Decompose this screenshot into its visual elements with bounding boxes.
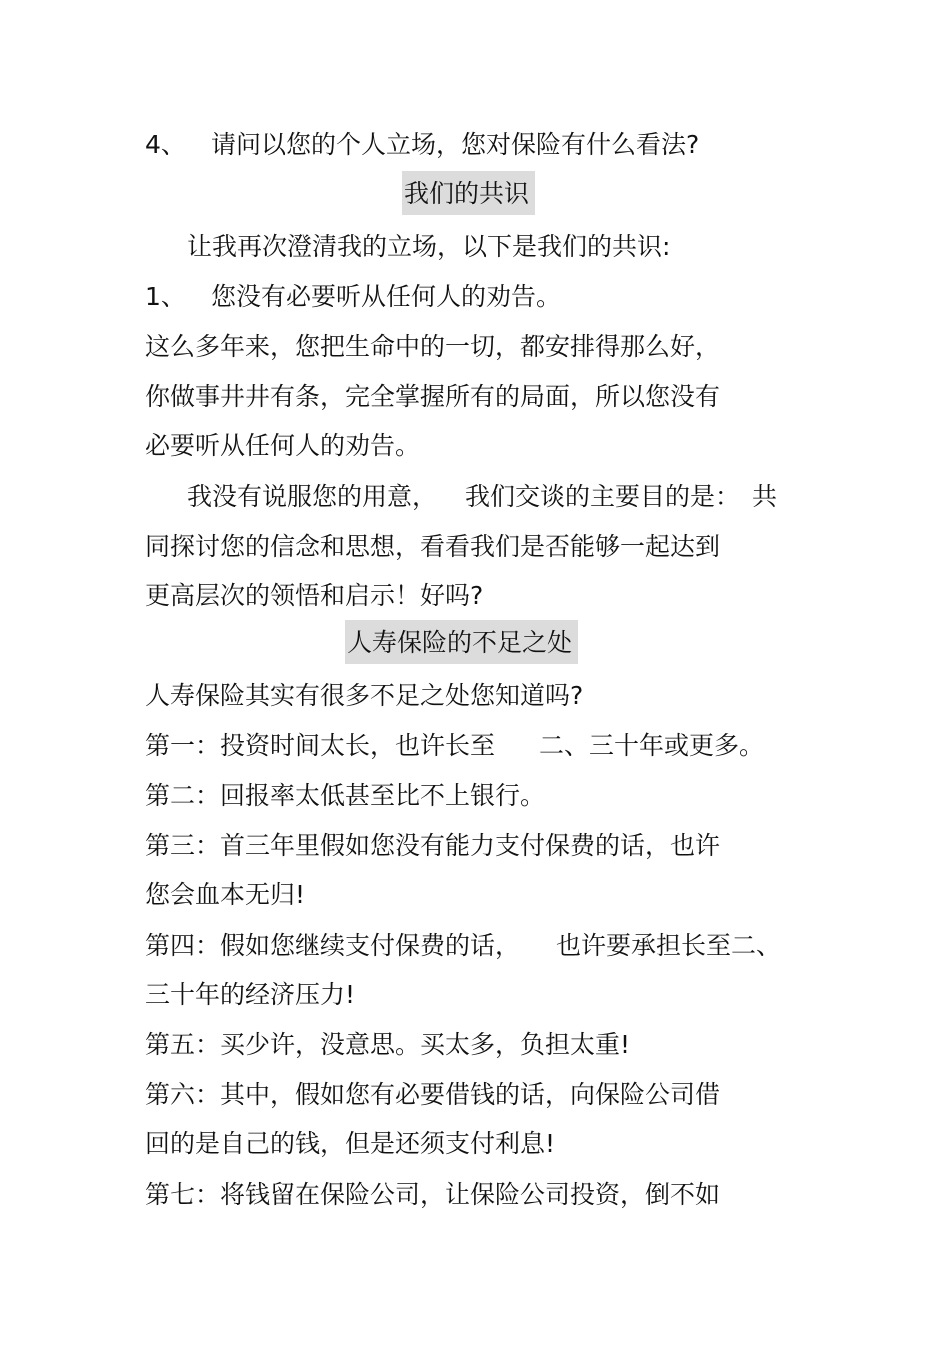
paragraph-2-line-1	[187, 480, 777, 514]
item-fourth-line-2: 三十年的经济压力!	[145, 980, 356, 1009]
item-fifth: 第五：买少许，没意思。买太多，负担太重!	[145, 1030, 631, 1059]
paragraph-1-line-3: 必要听从任何人的劝告。	[145, 431, 421, 460]
item-fourth-line-1	[145, 929, 781, 963]
item-third-line-2: 您会血本无归!	[145, 880, 306, 909]
item-first	[145, 729, 764, 763]
point-1	[145, 280, 561, 314]
item-fourth-part-a: 第四：假如您继续支付保费的话，	[145, 931, 521, 960]
item-first-part-a: 第一：投资时间太长，也许长至	[145, 731, 496, 760]
item-sixth-line-2: 回的是自己的钱，但是还须支付利息!	[145, 1129, 556, 1158]
paragraph-1-line-1: 这么多年来，您把生命中的一切，都安排得那么好，	[145, 332, 721, 361]
question-4	[145, 128, 699, 162]
item-seventh-line-1: 第七：将钱留在保险公司，让保险公司投资，倒不如	[145, 1180, 721, 1209]
heading-shortcomings: 人寿保险的不足之处	[345, 620, 578, 664]
paragraph-2-part-1: 我没有说服您的用意，	[187, 482, 438, 511]
point-1-text: 您没有必要听从任何人的劝告。	[211, 282, 562, 311]
item-first-part-b: 二、三十年或更多。	[539, 731, 765, 760]
paragraph-2-part-2: 我们交谈的主要目的是：	[465, 482, 741, 511]
item-fourth-part-b: 也许要承担长至二、	[556, 931, 782, 960]
shortcomings-question: 人寿保险其实有很多不足之处您知道吗?	[145, 681, 584, 710]
paragraph-1-line-2: 你做事井井有条，完全掌握所有的局面，所以您没有	[145, 382, 721, 411]
item-second: 第二：回报率太低甚至比不上银行。	[145, 781, 546, 810]
paragraph-2-line-3: 更高层次的领悟和启示！好吗?	[145, 581, 484, 610]
point-1-number: 1、	[145, 282, 186, 311]
question-4-text: 请问以您的个人立场，您对保险有什么看法?	[211, 130, 700, 159]
consensus-intro: 让我再次澄清我的立场，以下是我们的共识:	[187, 232, 671, 261]
item-sixth-line-1: 第六：其中，假如您有必要借钱的话，向保险公司借	[145, 1080, 721, 1109]
item-third-line-1: 第三：首三年里假如您没有能力支付保费的话，也许	[145, 831, 721, 860]
question-4-number: 4、	[145, 130, 186, 159]
paragraph-2-line-2: 同探讨您的信念和思想，看看我们是否能够一起达到	[145, 532, 721, 561]
paragraph-2-part-3: 共	[752, 482, 778, 511]
heading-consensus: 我们的共识	[402, 171, 535, 215]
